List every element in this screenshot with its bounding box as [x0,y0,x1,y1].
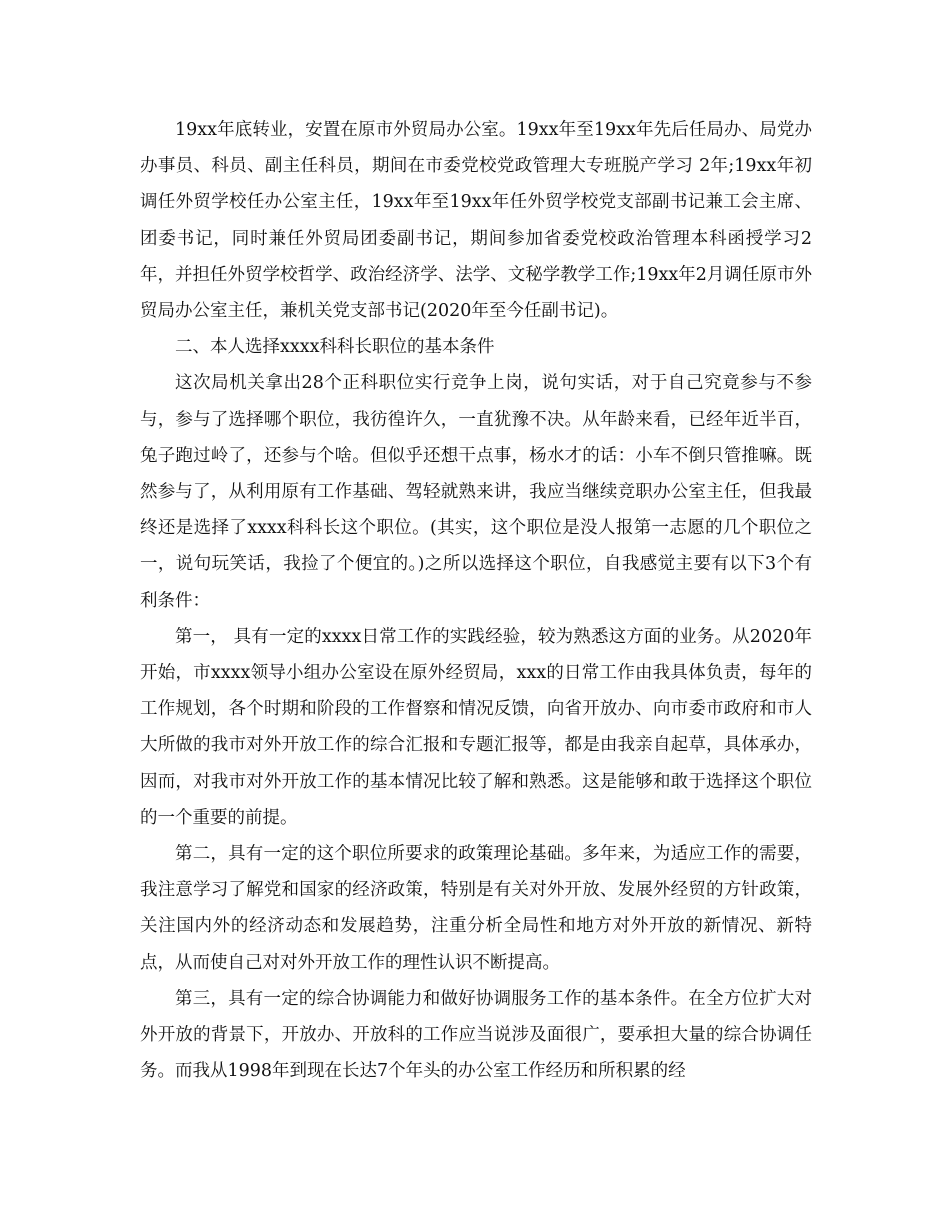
paragraph-condition-first: 第一， 具有一定的xxxx日常工作的实践经验，较为熟悉这方面的业务。从2020年开始，市xxxx领导小组办公室设在原外经贸局，xxx的日常工作由我具体负责，每年的工作规划，各个时期和阶段的工作督察和情况反馈，向省开放办、向市委市政府和市人大所做的我市对外开放工作的综合汇报和专题汇报等，都是由我亲自起草，具体承办，因而，对我市对外开放工作的基本情况比较了解和熟悉。这是能够和敢于选择这个职位的一个重要的前提。 [140,626,812,828]
paragraph-condition-third: 第三，具有一定的综合协调能力和做好协调服务工作的基本条件。在全方位扩大对外开放的背景下，开放办、开放科的工作应当说涉及面很广，要承担大量的综合协调任务。而我从1998年到现在长达7个年头的办公室工作经历和所积累的经 [140,988,812,1082]
section-heading: 二、本人选择xxxx科科长职位的基本条件 [175,337,495,358]
paragraph-condition-second: 第二，具有一定的这个职位所要求的政策理论基础。多年来，为适应工作的需要，我注意学习了解党和国家的经济政策，特别是有关对外开放、发展外经贸的方针政策，关注国内外的经济动态和发展趋势，注重分析全局性和地方对外开放的新情况、新特点，从而使自己对对外开放工作的理性认识不断提高。 [140,844,812,973]
paragraph-choice-reason: 这次局机关拿出28个正科职位实行竞争上岗，说句实话，对于自己究竟参与不参与，参与了选择哪个职位，我彷徨许久，一直犹豫不决。从年龄来看，已经年近半百，兔子跑过岭了，还参与个啥。但似乎还想干点事，杨水才的话：小车不倒只管推嘛。既然参与了，从利用原有工作基础、驾轻就熟来讲，我应当继续竞职办公室主任，但我最终还是选择了xxxx科科长这个职位。(其实，这个职位是没人报第一志愿的几个职位之一，说句玩笑话，我捡了个便宜的。)之所以选择这个职位，自我感觉主要有以下3个有利条件： [140,373,812,611]
document-body [140,112,812,1089]
paragraph-career-history: 19xx年底转业，安置在原市外贸局办公室。19xx年至19xx年先后任局办、局党办办事员、科员、副主任科员，期间在市委党校党政管理大专班脱产学习 2年;19xx年初调任外贸学校任办公室主任，19xx年至19xx年任外贸学校党支部副书记兼工会主席、团委书记，同时兼任外贸局团委副书记，期间参加省委党校政治管理本科函授学习2年，并担任外贸学校哲学、政治经济学、法学、文秘学教学工作;19xx年2月调任原市外贸局办公室主任，兼机关党支部书记(2020年至今任副书记)。 [140,120,812,322]
